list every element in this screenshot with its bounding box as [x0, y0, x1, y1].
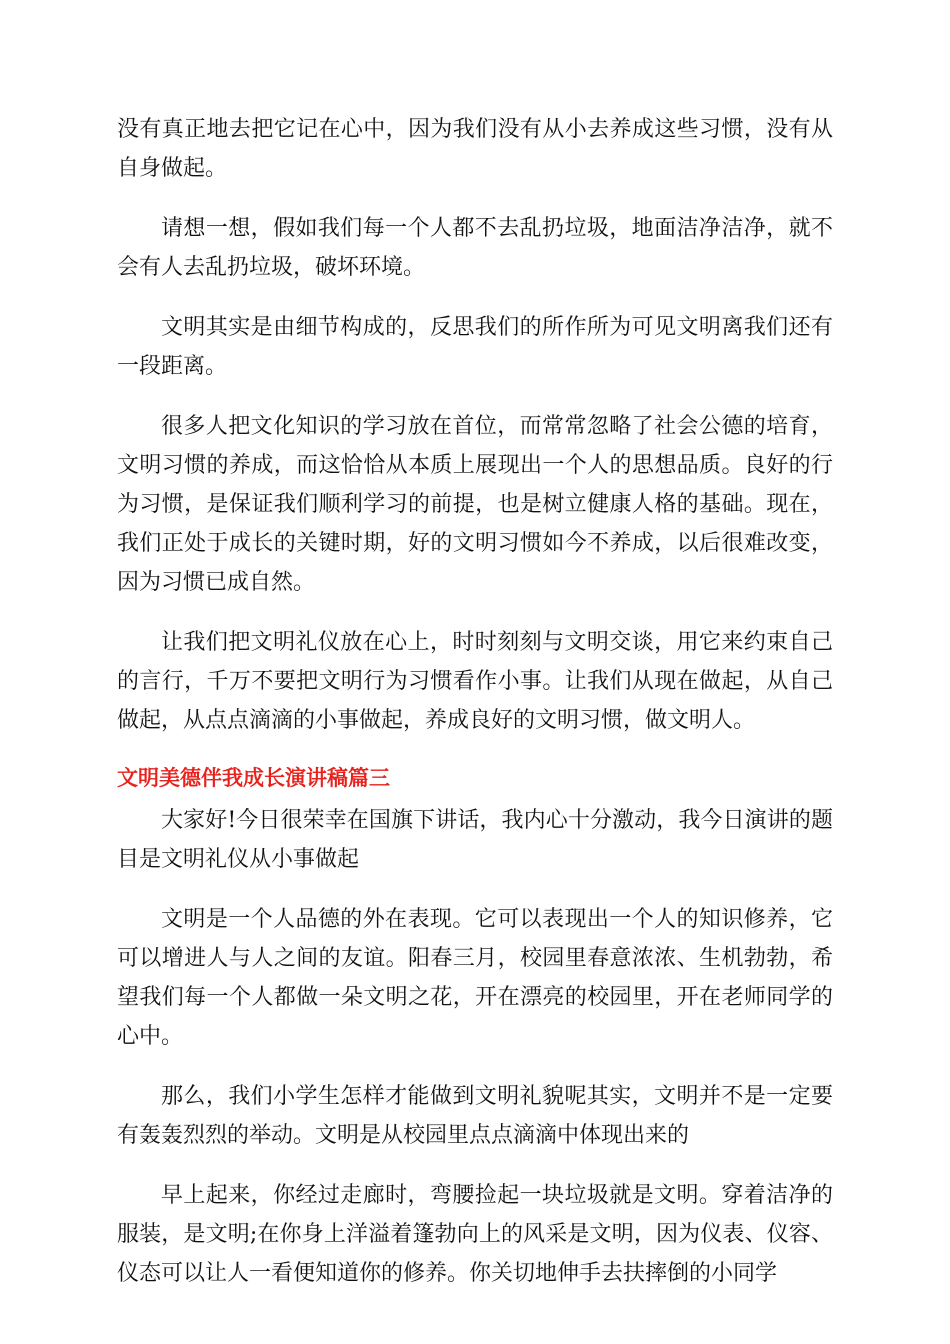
paragraph: 早上起来，你经过走廊时，弯腰捡起一块垃圾就是文明。穿着洁净的服装，是文明;在你身上洋溢着篷勃向上的风采是文明，因为仪表、仪容、仪态可以让人一看便知道你的修养。你关切地伸手去扶摔倒的小同学	[117, 1183, 833, 1286]
paragraph: 文明是一个人品德的外在表现。它可以表现出一个人的知识修养，它可以增进人与人之间的友谊。阳春三月，校园里春意浓浓、生机勃勃，希望我们每一个人都做一朵文明之花，开在漂亮的校园里，开在老师同学的心中。	[117, 907, 833, 1049]
document-page	[117, 110, 833, 1314]
paragraph: 大家好!今日很荣幸在国旗下讲话，我内心十分激动，我今日演讲的题目是文明礼仪从小事做起	[117, 808, 833, 872]
paragraph: 让我们把文明礼仪放在心上，时时刻刻与文明交谈，用它来约束自己的言行，千万不要把文明行为习惯看作小事。让我们从现在做起，从自己做起，从点点滴滴的小事做起，养成良好的文明习惯，做文明人。	[117, 630, 833, 733]
paragraph: 请想一想，假如我们每一个人都不去乱扔垃圾，地面洁净洁净，就不会有人去乱扔垃圾，破坏环境。	[117, 216, 833, 280]
paragraph: 没有真正地去把它记在心中，因为我们没有从小去养成这些习惯，没有从自身做起。	[117, 117, 833, 181]
paragraph: 很多人把文化知识的学习放在首位，而常常忽略了社会公德的培育，文明习惯的养成，而这恰恰从本质上展现出一个人的思想品质。良好的行为习惯，是保证我们顺利学习的前提，也是树立健康人格的基础。现在，我们正处于成长的关键时期，好的文明习惯如今不养成，以后很难改变，因为习惯已成自然。	[117, 414, 833, 595]
paragraph: 文明其实是由细节构成的，反思我们的所作所为可见文明离我们还有一段距离。	[117, 315, 833, 379]
section-heading: 文明美德伴我成长演讲稿篇三	[117, 766, 390, 790]
paragraph: 那么，我们小学生怎样才能做到文明礼貌呢其实，文明并不是一定要有轰轰烈烈的举动。文明是从校园里点点滴滴中体现出来的	[117, 1084, 833, 1148]
